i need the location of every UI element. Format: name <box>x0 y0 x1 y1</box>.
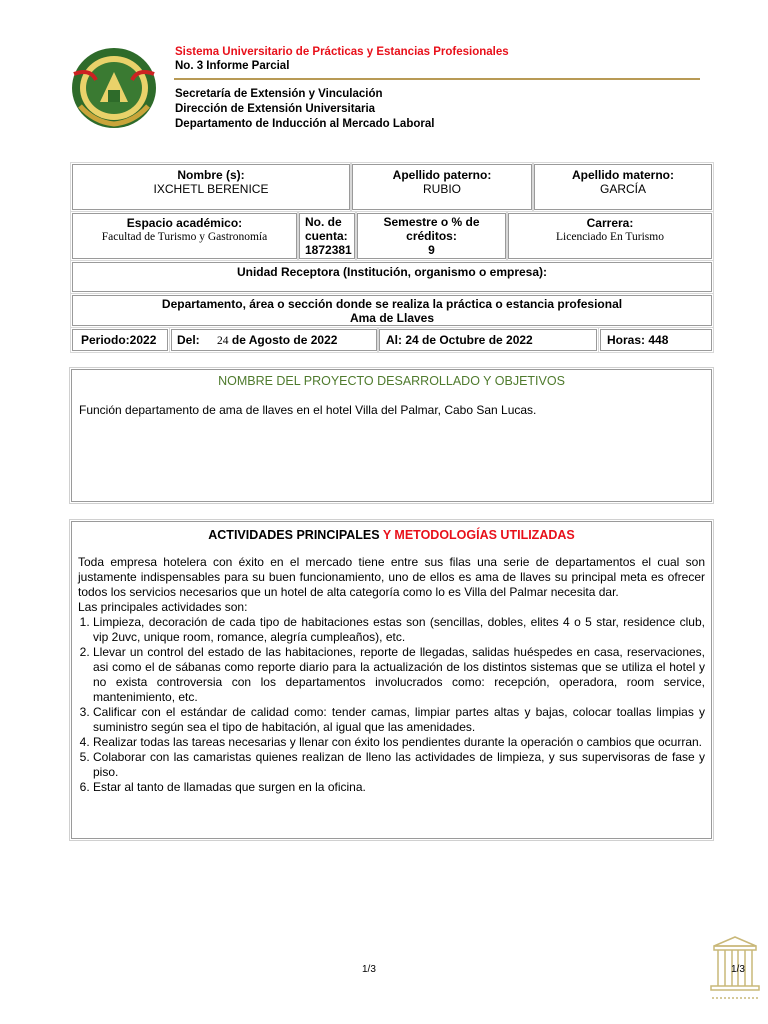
list-item: 3. Calificar con el estándar de calidad como: tender camas, limpiar partes altas y bajas, colocar toallas limpias y suministro según sea el tipo de habitación, al igual que las amenidades. <box>93 705 705 735</box>
corner-page-number: 1/3 <box>731 964 745 975</box>
actividades-title <box>72 528 711 542</box>
horas-value: Horas: 448 <box>607 333 669 347</box>
list-item: 5. Colaborar con las camaristas quienes realizan de lleno las actividades de limpieza, y sus supervisoras de fase y piso. <box>93 750 705 780</box>
espacio-academico-cell <box>72 213 297 259</box>
apellido-materno-value: GARCÍA <box>599 182 646 196</box>
periodo-cell <box>72 329 168 351</box>
unidad-receptora-cell <box>72 262 712 292</box>
semestre-label-2: créditos: <box>406 229 457 243</box>
al-cell <box>379 329 597 351</box>
actividades-title-red: Y METODOLOGÍAS UTILIZADAS <box>382 528 575 542</box>
del-date: de Agosto de 2022 <box>231 333 338 347</box>
university-seal-icon <box>70 44 158 132</box>
header-report-number: No. 3 Informe Parcial <box>175 60 290 72</box>
list-item: 4. Realizar todas las tareas necesarias y llenar con éxito los pendientes durante la operación o cambios que ocurran. <box>93 735 705 750</box>
nombre-label: Nombre (s): <box>177 168 245 182</box>
header-secretaria: Secretaría de Extensión y Vinculación <box>175 88 383 100</box>
apellido-paterno-cell <box>352 164 532 210</box>
del-day: 24 <box>217 335 229 347</box>
nombre-value: IXCHETL BERENICE <box>153 182 269 196</box>
header-departamento: Departamento de Inducción al Mercado Laboral <box>175 118 435 130</box>
header-divider <box>174 78 700 80</box>
horas-cell <box>600 329 712 351</box>
del-label: Del: <box>177 333 200 347</box>
carrera-value: Licenciado En Turismo <box>556 231 664 243</box>
actividades-title-main: ACTIVIDADES PRINCIPALES <box>208 528 380 542</box>
nombre-cell <box>72 164 350 210</box>
espacio-academico-label: Espacio académico: <box>126 216 243 230</box>
list-item: 2. Llevar un control del estado de las habitaciones, reporte de llegadas, salidas huéspedes en casa, reservaciones, asi como el de sábanas como reporte diario para la actualización de los distintos sistemas que se utiliza el hotel y no exista controversia con los departamentos involucrados como: recepción, operadora, room service, mantenimiento, etc. <box>93 645 705 705</box>
carrera-label: Carrera: <box>586 216 634 230</box>
semestre-value: 9 <box>428 243 435 257</box>
numero-cuenta-label-1: No. de <box>305 215 342 229</box>
list-item: 6. Estar al tanto de llamadas que surgen en la oficina. <box>93 780 705 795</box>
del-cell <box>171 329 377 351</box>
apellido-materno-cell <box>534 164 712 210</box>
carrera-cell <box>508 213 712 259</box>
proyecto-section <box>71 369 712 502</box>
header-system-title: Sistema Universitario de Prácticas y Estancias Profesionales <box>175 46 509 58</box>
actividades-list <box>78 615 705 795</box>
actividades-body <box>72 542 711 795</box>
unidad-receptora-label: Unidad Receptora (Institución, organismo o empresa): <box>236 265 548 279</box>
semestre-label-1: Semestre o % de <box>383 215 480 229</box>
apellido-materno-label: Apellido materno: <box>571 168 674 182</box>
actividades-section <box>71 521 712 839</box>
apellido-paterno-label: Apellido paterno: <box>392 168 492 182</box>
departamento-value: Ama de Llaves <box>349 311 435 325</box>
proyecto-title: NOMBRE DEL PROYECTO DESARROLLADO Y OBJETIVOS <box>218 374 565 388</box>
departamento-label: Departamento, área o sección donde se realiza la práctica o estancia profesional <box>161 297 623 311</box>
al-date: Al: 24 de Octubre de 2022 <box>386 333 533 347</box>
departamento-cell <box>72 295 712 326</box>
actividades-list-intro: Las principales actividades son: <box>78 600 248 614</box>
header-direccion: Dirección de Extensión Universitaria <box>175 103 376 115</box>
periodo-value: Periodo:2022 <box>81 333 157 347</box>
numero-cuenta-label-2: cuenta: <box>305 229 348 243</box>
numero-cuenta-cell <box>299 213 355 259</box>
proyecto-text: Función departamento de ama de llaves en el hotel Villa del Palmar, Cabo San Lucas. <box>79 403 537 417</box>
page-number: 1/3 <box>362 964 376 975</box>
espacio-academico-value: Facultad de Turismo y Gastronomía <box>101 231 268 243</box>
actividades-intro: Toda empresa hotelera con éxito en el mercado tiene entre sus filas una serie de departamentos el cual son justamente indispensables para su buen funcionamiento, uno de ellos es ama de llaves su principal meta es ofrecer todos los servicios necesarios que un hotel de alta categoría como lo es Villa del Palmar necesita dar. <box>78 555 705 599</box>
apellido-paterno-value: RUBIO <box>422 182 461 196</box>
numero-cuenta-value: 1872381 <box>305 243 352 257</box>
semestre-cell <box>357 213 506 259</box>
list-item: 1. Limpieza, decoración de cada tipo de habitaciones estas son (sencillas, dobles, elites 4 o 5 star, residence club, vip 2uvc, unique room, romance, alegría cumpleaños), etc. <box>93 615 705 645</box>
